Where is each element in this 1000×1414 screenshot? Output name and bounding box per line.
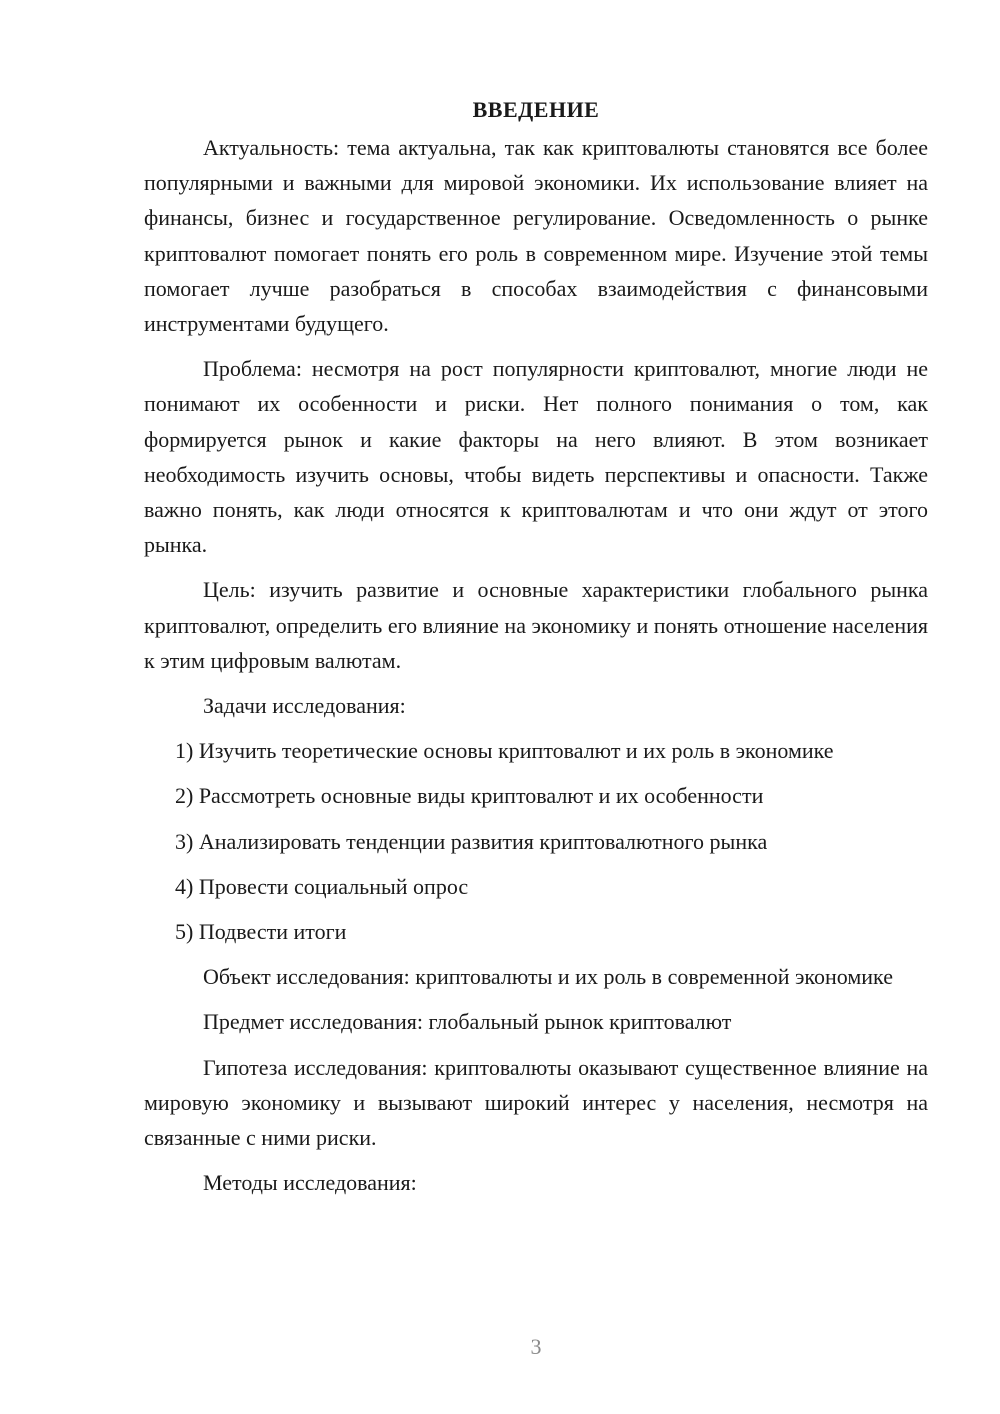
page-number: 3: [530, 1334, 542, 1359]
task-item-4: 4) Провести социальный опрос: [175, 873, 469, 899]
task-item-2: 2) Рассмотреть основные виды криптовалют и их особенности: [175, 783, 764, 809]
tasks-list: [144, 733, 928, 949]
paragraph-relevance: Актуальность: тема актуальна, так как криптовалюты становятся все более популярными и важными для мировой экономики. Их использование влияет на финансы, бизнес и государственное регулирование. Осведомленность о рынке криптовалют помогает понять его роль в современном мире. Изучение этой темы помогает лучше разобраться в способах взаимодействия с финансовыми инструментами будущего.: [144, 135, 928, 337]
paragraph-hypothesis: Гипотеза исследования: криптовалюты оказывают существенное влияние на мировую экономику и вызывают широкий интерес у населения, несмотря на связанные с ними риски.: [144, 1054, 928, 1151]
paragraph-problem: Проблема: несмотря на рост популярности криптовалют, многие люди не понимают их особенности и риски. Нет полного понимания о том, как формируется рынок и какие факторы на него влияют. В этом возникает необходимость изучить основы, чтобы видеть перспективы и опасности. Также важно понять, как люди относятся к криптовалютам и что они ждут от этого рынка.: [144, 356, 928, 558]
task-item-1: 1) Изучить теоретические основы криптовалют и их роль в экономике: [175, 738, 834, 764]
page-title: ВВЕДЕНИЕ: [472, 97, 600, 122]
paragraph-subject: Предмет исследования: глобальный рынок криптовалют: [203, 1009, 732, 1035]
task-item-5: 5) Подвести итоги: [175, 919, 347, 945]
methods-heading: Методы исследования:: [203, 1170, 417, 1196]
page-content: [144, 92, 928, 1210]
paragraph-goal: Цель: изучить развитие и основные характеристики глобального рынка криптовалют, определить его влияние на экономику и понять отношение населения к этим цифровым валютам.: [144, 577, 928, 673]
task-item-3: 3) Анализировать тенденции развития криптовалютного рынка: [175, 828, 768, 854]
tasks-heading: Задачи исследования:: [203, 693, 406, 719]
paragraph-object: Объект исследования: криптовалюты и их роль в современной экономике: [203, 964, 893, 990]
